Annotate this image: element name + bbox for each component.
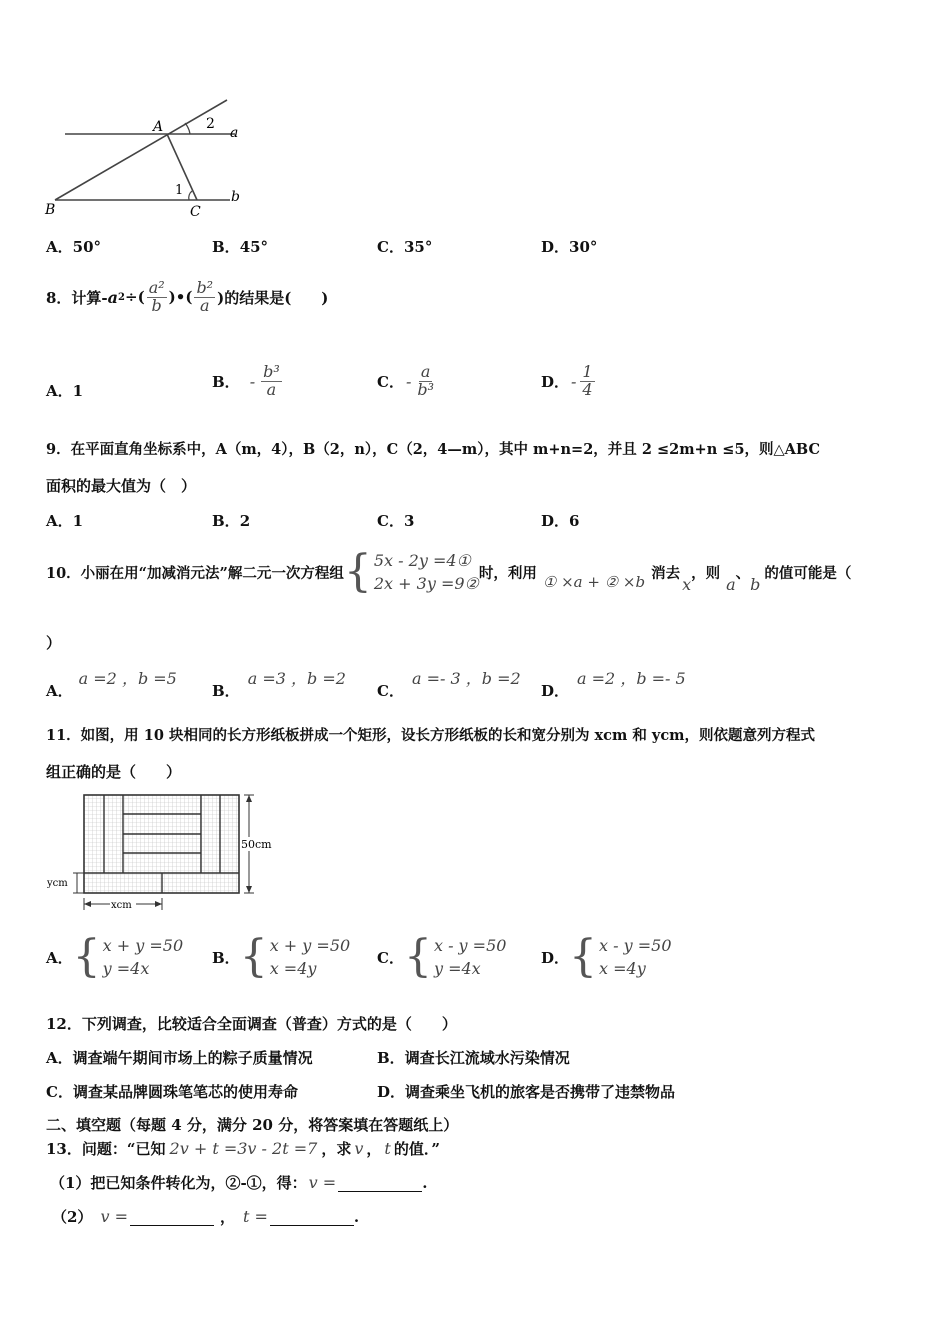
q11-option-b[interactable]: B． { x + y =50 x =4y [212, 931, 351, 982]
q10-stem: 10．小丽在用“加减消元法”解二元一次方程组 { 5x - 2y =4① 2x + 3y =9② 时，利用 ① ×a + ② ×b 消去 x ，则 a 、 b 的值可能是（ [46, 546, 852, 597]
q12-option-a[interactable]: A．调查端午期间市场上的粽子质量情况 [46, 1049, 313, 1067]
q7-option-a[interactable]: A．50° [46, 238, 102, 256]
label-A: A [153, 119, 164, 135]
q12-option-c[interactable]: C．调查某品牌圆珠笔笔芯的使用寿命 [46, 1083, 298, 1101]
q13-part1: （1）把已知条件转化为，②-①，得： v = . [50, 1173, 428, 1192]
q11-stem-line1: 11．如图，用 10 块相同的长方形纸板拼成一个矩形，设长方形纸板的长和宽分别为 xcm 和 ycm，则依题意列方程式 [46, 727, 816, 744]
label-a: a [230, 125, 239, 141]
q9-option-a[interactable]: A．1 [46, 512, 84, 530]
q10-equation-system: { 5x - 2y =4① 2x + 3y =9② [343, 546, 479, 597]
q12-option-d[interactable]: D．调查乘坐飞机的旅客是否携带了违禁物品 [377, 1083, 676, 1101]
height-label: 50cm [241, 838, 272, 851]
q10-option-c[interactable]: C．a =- 3 ，b =2 [377, 669, 521, 700]
q7-option-b[interactable]: B．45° [212, 238, 269, 256]
q13-part2-t-blank[interactable] [270, 1208, 354, 1226]
parallel-lines-figure [40, 95, 260, 225]
x-label: xcm [111, 900, 132, 911]
rectangle-tiling-figure [44, 790, 284, 915]
q10-option-d[interactable]: D．a =2 ，b =- 5 [541, 669, 686, 700]
q9-stem-line2: 面积的最大值为（ ） [46, 477, 197, 495]
q9-option-b[interactable]: B．2 [212, 512, 251, 530]
q8-option-b[interactable]: B． - $\frac{\text{b³}}{a}$ [212, 361, 280, 399]
q11-stem-line2: 组正确的是（ ） [46, 763, 182, 781]
q12-option-b[interactable]: B．调查长江流域水污染情况 [377, 1049, 570, 1067]
q10-option-a[interactable]: A．a =2 ，b =5 [46, 669, 177, 700]
q8-option-c[interactable]: C． - $\frac{a}{\text{b³}}$ [377, 361, 435, 399]
q7-option-c[interactable]: C．35° [377, 238, 433, 256]
transversal-line [55, 100, 227, 200]
q10-option-b[interactable]: B．a =3 ，b =2 [212, 669, 346, 700]
q13-part2-v-blank[interactable] [130, 1208, 214, 1226]
label-2: 2 [206, 116, 215, 132]
q7-option-d[interactable]: D．30° [541, 238, 598, 256]
q8-fraction-2: $\frac{\text{b²}}{a}$ [196, 277, 214, 315]
label-C: C [190, 204, 201, 220]
q8-fraction-1: $\frac{\text{a²}}{b}$ [148, 277, 165, 315]
q11-option-d[interactable]: D． { x - y =50 x =4y [541, 931, 672, 982]
q8-stem: 8．计算- a 2 ÷( $\frac{\text{a²}}{b}$ )•( $\frac{\text{b²}}{a}$ )的结果是( ) [46, 277, 329, 315]
y-label: ycm [47, 878, 68, 889]
section-2-title: 二、填空题（每题 4 分，满分 20 分，将答案填在答题纸上） [46, 1116, 459, 1134]
q8-option-a[interactable]: A．1 [46, 382, 84, 400]
q11-option-c[interactable]: C． { x - y =50 y =4x [377, 931, 507, 982]
angle-2-arc [185, 123, 190, 134]
label-1: 1 [175, 183, 184, 198]
label-b: b [231, 189, 240, 205]
label-B: B [45, 202, 56, 218]
q13-stem: 13．问题：“已知 2v + t =3v - 2t =7 ，求 v ， t 的值．” [46, 1139, 440, 1158]
q13-part2: （2） v = ， t = . [52, 1207, 360, 1226]
q13-part1-blank[interactable] [338, 1174, 422, 1192]
q8-option-d[interactable]: D． - $\frac{1}{4}$ [541, 361, 593, 399]
q11-option-a[interactable]: A． { x + y =50 y =4x [46, 931, 184, 982]
q9-option-c[interactable]: C．3 [377, 512, 415, 530]
angle-1-arc [189, 191, 192, 200]
q9-option-d[interactable]: D．6 [541, 512, 580, 530]
q10-close-paren: ） [46, 634, 62, 652]
q12-stem: 12．下列调查，比较适合全面调查（普查）方式的是（ ） [46, 1015, 457, 1033]
q9-stem-line1: 9．在平面直角坐标系中，A（m，4），B（2，n），C（2，4—m），其中 m+n=2，并且 2 ≤2m+n ≤5，则△ABC [46, 441, 820, 458]
